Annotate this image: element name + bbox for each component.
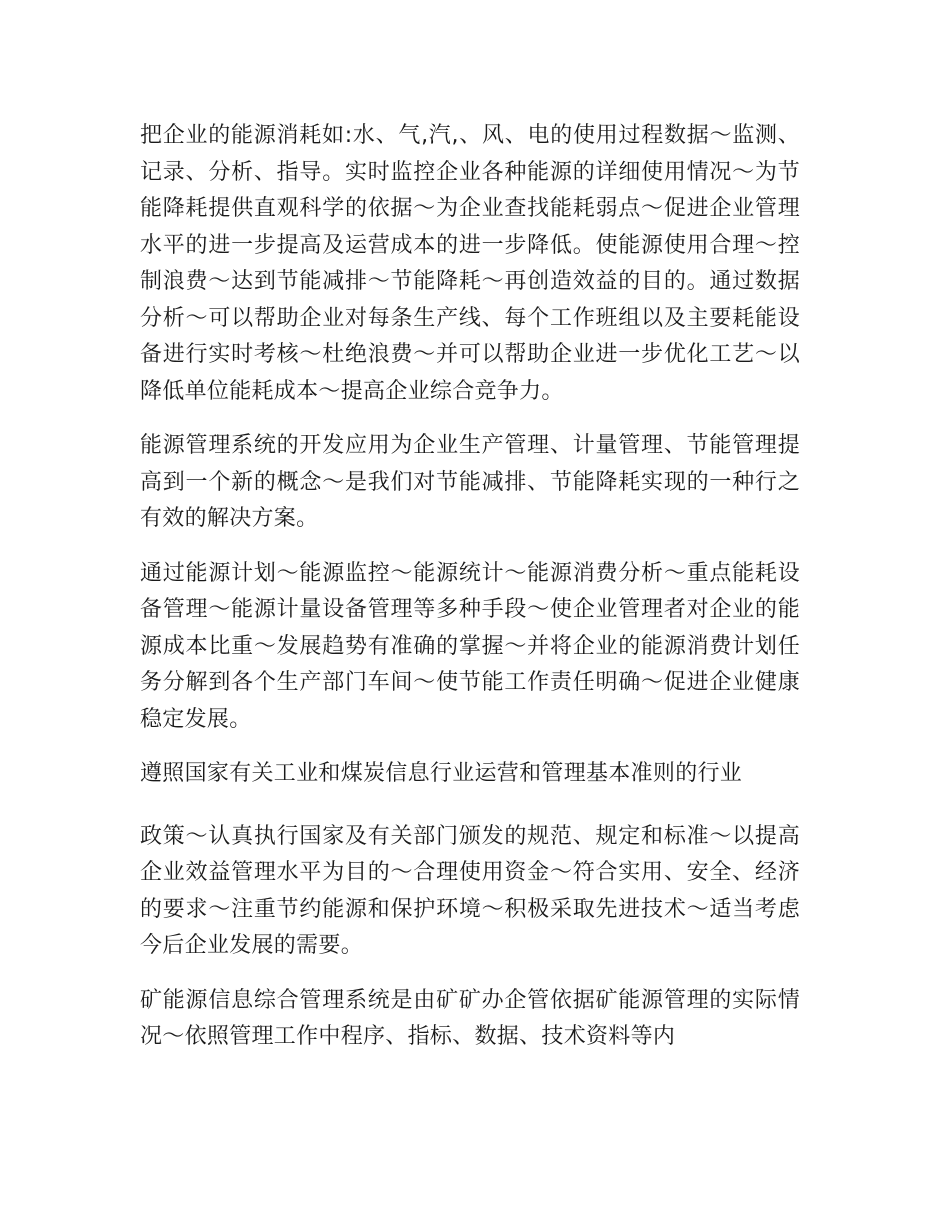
paragraph-energy-monitoring: 把企业的能源消耗如:水、气,汽,、风、电的使用过程数据～监测、记录、分析、指导。实时监控企业各种能源的详细使用情况～为节能降耗提供直观科学的依据～为企业查找能耗弱点～促进企业管理水平的进一步提高及运营成本的进一步降低。使能源使用合理～控制浪费～达到节能减排～节能降耗～再创造效益的目的。通过数据分析～可以帮助企业对每条生产线、每个工作班组以及主要耗能设备进行实时考核～杜绝浪费～并可以帮助企业进一步优化工艺～以降低单位能耗成本～提高企业综合竞争力。: [140, 123, 800, 404]
paragraph-energy-planning: 通过能源计划～能源监控～能源统计～能源消费分析～重点能耗设备管理～能源计量设备管理等多种手段～使企业管理者对企业的能源成本比重～发展趋势有准确的掌握～并将企业的能源消费计划任务分解到各个生产部门车间～使节能工作责任明确～促进企业健康稳定发展。: [140, 560, 800, 732]
paragraph-national-guidelines: 遵照国家有关工业和煤炭信息行业运营和管理基本准则的行业: [140, 761, 743, 786]
paragraph-system-application: 能源管理系统的开发应用为企业生产管理、计量管理、节能管理提高到一个新的概念～是我们对节能减排、节能降耗实现的一种行之有效的解决方案。: [140, 433, 800, 531]
paragraph-mine-energy-system: 矿能源信息综合管理系统是由矿矿办企管依据矿能源管理的实际情况～依照管理工作中程序、指标、数据、技术资料等内: [140, 987, 800, 1049]
paragraph-policy-standards: 政策～认真执行国家及有关部门颁发的规范、规定和标准～以提高企业效益管理水平为目的～合理使用资金～符合实用、安全、经济的要求～注重节约能源和保护环境～积极采取先进技术～适当考虑今后企业发展的需要。: [140, 823, 800, 958]
document-page: [140, 118, 800, 1074]
